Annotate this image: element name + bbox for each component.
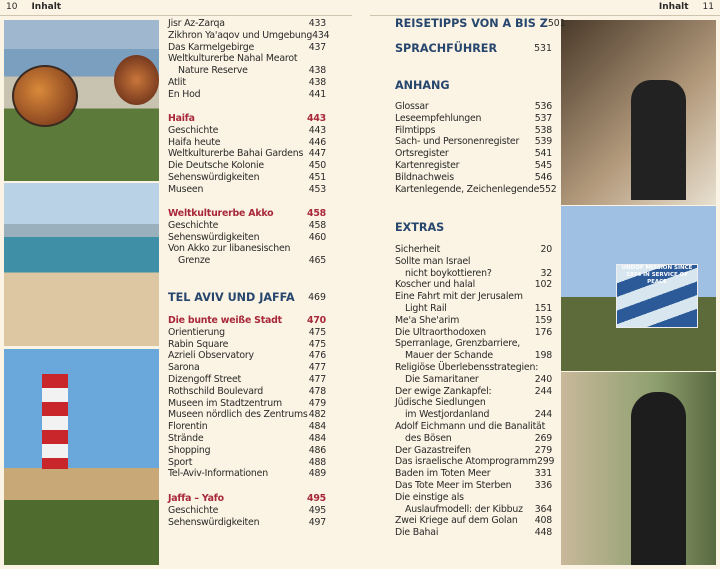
toc-entry-title: Geschichte [168, 124, 219, 136]
toc-entry-title: Der Gazastreifen [395, 444, 471, 456]
toc-entry-page: 475 [308, 338, 326, 350]
toc-entry[interactable] [168, 113, 326, 125]
page-number-right: 11 [702, 2, 714, 12]
toc-entry[interactable] [168, 77, 326, 89]
toc-entry[interactable] [168, 315, 326, 327]
toc-entry-title: Florentin [168, 421, 208, 433]
toc-entry-title: Eine Fahrt mit der Jerusalem [395, 291, 523, 303]
toc-entry[interactable]: TEL AVIV UND JAFFA 469 [168, 291, 326, 304]
toc-entry[interactable] [168, 89, 326, 101]
person [631, 392, 686, 565]
toc-entry[interactable] [168, 362, 326, 374]
running-title-right: Inhalt [658, 2, 689, 12]
toc-entry-title: Das Karmelgebirge [168, 41, 255, 53]
running-title-left: Inhalt [31, 2, 62, 12]
toc-entry-title: Die Deutsche Kolonie [168, 160, 264, 172]
toc-entry-title: Koscher und halal [395, 279, 476, 291]
toc-entry[interactable] [168, 125, 326, 137]
toc-entry[interactable] [395, 362, 552, 374]
toc-entry-page: 198 [534, 350, 552, 362]
toc-entry[interactable] [168, 220, 326, 232]
toc-entry[interactable] [395, 445, 552, 457]
toc-entry-page: 437 [308, 41, 326, 53]
toc-entry[interactable] [168, 374, 326, 386]
toc-entry[interactable] [395, 136, 552, 148]
toc-entry[interactable] [395, 183, 557, 196]
toc-entry[interactable] [168, 42, 326, 54]
toc-entry-title: Sehenswürdigkeiten [168, 171, 260, 183]
toc-entry-title: Rothschild Boulevard [168, 385, 263, 397]
toc-entry[interactable] [395, 397, 552, 409]
photo-orthodox-man [561, 372, 716, 565]
toc-entry-page: 470 [307, 315, 326, 326]
photo-violin-maker [561, 20, 716, 205]
toc-entry-page: 443 [308, 124, 326, 136]
toc-entry-page: 279 [534, 444, 552, 456]
toc-entry-page: 484 [308, 432, 326, 444]
toc-entry-title: Grenze [178, 255, 211, 267]
toc-entry-title: Weltkulturerbe Nahal Mearot [168, 53, 298, 65]
toc-entry[interactable] [168, 53, 326, 65]
toc-entry-page: 102 [534, 279, 552, 291]
toc-entry-page: 479 [308, 397, 326, 409]
toc-entry[interactable] [395, 456, 555, 468]
toc-entry-title: Weltkulturerbe Bahai Gardens [168, 148, 304, 160]
toc-entry-title: Geschichte [168, 219, 219, 231]
toc-entry-page: 438 [308, 76, 326, 88]
toc-entry-title: Das Tote Meer im Sterben [395, 479, 512, 491]
toc-entry-title: Die Samaritaner [405, 373, 479, 385]
toc-entry-title: Atlit [168, 76, 186, 88]
toc-entry-page: 443 [307, 113, 326, 124]
toc-entry-page: 541 [534, 148, 552, 160]
toc-entry-page: 446 [308, 136, 326, 148]
toc-entry[interactable] [395, 303, 552, 315]
toc-entry-title: Sehenswürdigkeiten [168, 231, 260, 243]
toc-entry[interactable] [395, 315, 552, 327]
toc-entry[interactable] [395, 492, 552, 504]
toc-entry-page: 539 [534, 136, 552, 148]
toc-entry-page: 450 [308, 160, 326, 172]
toc-entry[interactable] [395, 268, 552, 280]
toc-entry-title: Auslaufmodell: der Kibbuz [405, 503, 523, 515]
toc-entry-title: En Hod [168, 88, 201, 100]
toc-entry-page: 20 [540, 244, 552, 255]
toc-entry[interactable] [168, 433, 326, 445]
toc-entry-page: 299 [536, 456, 555, 468]
toc-entry-title: Sehenswürdigkeiten [168, 516, 260, 528]
toc-section-anhang [395, 101, 557, 195]
toc-section-extras [395, 244, 555, 539]
toc-entry-page: 447 [308, 148, 326, 160]
toc-entry[interactable] [395, 350, 552, 362]
toc-entry[interactable] [168, 493, 326, 505]
toc-entry-page: 433 [308, 18, 326, 29]
toc-entry-page: 460 [308, 231, 326, 243]
toc-entry[interactable] [395, 515, 552, 527]
toc-entry-title: Light Rail [405, 302, 447, 314]
toc-entry-page: 32 [540, 267, 552, 279]
toc-entry-page: 489 [308, 468, 326, 480]
toc-entry[interactable] [168, 29, 330, 42]
toc-entry[interactable] [395, 125, 552, 137]
toc-entry-page: 545 [534, 159, 552, 171]
toc-entry[interactable] [395, 256, 552, 268]
toc-entry[interactable] [395, 160, 552, 172]
toc-entry-page: 478 [308, 385, 326, 397]
toc-entry-title: Sperranlage, Grenzbarriere, [395, 338, 521, 350]
toc-entry-title: Der ewige Zankapfel: [395, 385, 492, 397]
toc-entry-title: Leseempfehlungen [395, 112, 482, 124]
toc-entry-title: im Westjordanland [405, 409, 490, 421]
toc-entry-page: 448 [534, 527, 552, 539]
toc-entry-page: 441 [308, 88, 326, 100]
toc-entry-title: Ortsregister [395, 148, 449, 160]
header-rule-right [370, 15, 720, 16]
toc-entry-page: 537 [534, 112, 552, 124]
toc-entry[interactable] [395, 101, 552, 113]
toc-section-tel-aviv [168, 315, 326, 480]
toc-section-jaffa [168, 493, 326, 528]
toc-entry-title: Azrieli Observatory [168, 350, 254, 362]
toc-entry[interactable] [168, 505, 326, 517]
toc-entry-page: 451 [308, 171, 326, 183]
toc-entry[interactable] [168, 184, 326, 196]
toc-chapter-sprachfuehrer[interactable] [395, 42, 552, 56]
toc-entry-page: 495 [308, 504, 326, 516]
toc-entry[interactable] [395, 279, 552, 291]
toc-entry-title: Museen im Stadtzentrum [168, 397, 282, 409]
toc-entry-page: 151 [534, 302, 552, 314]
undof-sign: UNDOF MISSION SINCE 1974 IN SERVICE OF PEACE [616, 264, 698, 328]
photo-haifa-cable-car [4, 20, 159, 181]
toc-entry-title: Die Ultraorthodoxen [395, 326, 486, 338]
toc-entry[interactable] [395, 291, 552, 303]
toc-entry[interactable] [395, 504, 552, 516]
person [631, 80, 686, 200]
toc-entry[interactable] [168, 172, 326, 184]
toc-section-akko [168, 208, 326, 267]
toc-entry-page: 176 [534, 326, 552, 338]
toc-entry-title: Weltkulturerbe Akko [168, 208, 274, 219]
toc-entry-title: nicht boykottieren? [405, 267, 492, 279]
toc-heading-anhang: ANHANG [395, 79, 450, 92]
toc-entry[interactable] [168, 208, 326, 220]
toc-entry[interactable] [395, 148, 552, 160]
toc-entry-title: Filmtipps [395, 124, 436, 136]
toc-entry-title: Rabin Square [168, 338, 229, 350]
toc-entry-page: 269 [534, 432, 552, 444]
toc-entry[interactable]: REISETIPPS VON A BIS Z 501 [395, 17, 566, 30]
toc-entry-page: 453 [308, 183, 326, 195]
page-number-left: 10 [6, 2, 18, 12]
toc-entry-title: Die Bahai [395, 527, 439, 539]
toc-entry-page: 244 [534, 409, 552, 421]
toc-entry[interactable] [168, 398, 326, 410]
toc-entry-page: 159 [534, 314, 552, 326]
toc-entry[interactable] [168, 350, 326, 362]
toc-entry-title: Baden im Toten Meer [395, 468, 491, 480]
toc-entry-title: Jüdische Siedlungen [395, 397, 486, 409]
toc-entry[interactable] [168, 243, 326, 255]
toc-entry-title: Jaffa – Yafo [168, 493, 224, 504]
toc-entry-page: 364 [534, 503, 552, 515]
toc-entry-title: Museen [168, 183, 204, 195]
toc-entry-title: des Bösen [405, 432, 452, 444]
toc-entry[interactable] [395, 421, 552, 433]
toc-entry[interactable] [168, 327, 326, 339]
toc-entry-title: Kartenlegende, Zeichenlegende [395, 183, 540, 195]
toc-entry-page: 484 [308, 421, 326, 433]
toc-entry-title: Jisr Az-Zarqa [168, 18, 225, 29]
toc-entry[interactable] [168, 517, 326, 529]
toc-entry-page: 475 [308, 326, 326, 338]
toc-entry[interactable] [168, 137, 326, 149]
toc-entry-page: 458 [308, 219, 326, 231]
toc-chapter-reisetipps[interactable] [395, 17, 566, 31]
toc-entry-title: Glossar [395, 101, 429, 112]
toc-entry-title: Die bunte weiße Stadt [168, 315, 282, 326]
toc-entry-page: 438 [308, 65, 326, 77]
toc-entry[interactable] [168, 457, 326, 469]
toc-entry-title: Sarona [168, 362, 200, 374]
toc-entry-title: Von Akko zur libanesischen [168, 243, 291, 255]
toc-entry[interactable] [168, 421, 326, 433]
toc-entry-title: Bildnachweis [395, 171, 454, 183]
toc-entry[interactable] [395, 374, 552, 386]
toc-entry[interactable] [395, 244, 552, 256]
toc-entry[interactable] [168, 160, 326, 172]
toc-entry-page: 458 [307, 208, 326, 219]
toc-entry-title: Das israelische Atomprogramm [395, 456, 537, 468]
toc-entry-title: Adolf Eichmann und die Banalität [395, 420, 546, 432]
toc-entry[interactable] [168, 65, 326, 77]
toc-entry-title: Zwei Kriege auf dem Golan [395, 515, 518, 527]
photo-jaffa-lighthouse [4, 349, 159, 565]
toc-entry-title: Sport [168, 456, 193, 468]
header-rule-left [0, 15, 352, 16]
toc-entry-title: Kartenregister [395, 159, 460, 171]
toc-entry[interactable] [168, 445, 326, 457]
toc-entry[interactable] [395, 338, 552, 350]
toc-entry-title: Strände [168, 432, 204, 444]
toc-entry-title: Geschichte [168, 504, 219, 516]
toc-entry-title: Religiöse Überlebensstrategien: [395, 361, 539, 373]
toc-entry-title: Zikhron Ya'aqov und Umgebung [168, 29, 313, 41]
toc-entry-title: Tel-Aviv-Informationen [168, 468, 268, 480]
toc-entry-page: 482 [308, 409, 326, 421]
toc-entry[interactable] [395, 480, 552, 492]
cable-car-cabin [114, 55, 159, 105]
toc-section-north [168, 18, 330, 101]
toc-entry-page: 476 [308, 350, 326, 362]
toc-entry[interactable] [168, 468, 326, 480]
toc-entry-page: 434 [312, 29, 330, 41]
toc-entry-title: Orientierung [168, 326, 225, 338]
toc-entry[interactable] [168, 232, 326, 244]
right-page-header [659, 0, 714, 15]
toc-entry[interactable] [395, 433, 552, 445]
photo-tel-aviv-beach [4, 183, 159, 346]
toc-entry-page: 336 [534, 479, 552, 491]
toc-entry-page: 546 [534, 171, 552, 183]
toc-entry[interactable] [168, 148, 326, 160]
toc-entry-title: Nature Reserve [178, 65, 248, 77]
toc-entry-page: 486 [308, 444, 326, 456]
toc-entry-page: 536 [534, 101, 552, 112]
toc-entry[interactable] [168, 255, 326, 267]
toc-entry-page: 465 [308, 255, 326, 267]
toc-entry[interactable] [168, 339, 326, 351]
toc-entry-title: Sicherheit [395, 244, 441, 255]
toc-entry[interactable] [168, 409, 326, 421]
toc-entry-title: Me'a She'arim [395, 314, 460, 326]
toc-entry-title: Mauer der Schande [405, 350, 493, 362]
toc-entry-page: 495 [307, 493, 326, 504]
toc-entry[interactable] [168, 18, 326, 30]
photo-undof-sign [561, 206, 716, 371]
toc-entry-title: Museen nördlich des Zentrums [168, 409, 308, 421]
toc-entry-page: 408 [534, 515, 552, 527]
cable-car-cabin [12, 65, 78, 127]
toc-entry-page: 331 [534, 468, 552, 480]
toc-entry[interactable] [395, 468, 552, 480]
toc-entry[interactable] [395, 409, 552, 421]
toc-entry[interactable] [395, 113, 552, 125]
toc-entry[interactable] [395, 527, 552, 539]
lighthouse [42, 374, 68, 469]
toc-entry-title: Haifa [168, 113, 195, 124]
toc-entry-title: Dizengoff Street [168, 373, 242, 385]
toc-heading-extras: EXTRAS [395, 221, 445, 234]
toc-entry-page: 244 [534, 385, 552, 397]
toc-entry[interactable] [168, 386, 326, 398]
toc-entry[interactable]: SPRACHFÜHRER 531 [395, 42, 552, 55]
toc-entry[interactable] [395, 386, 552, 398]
toc-section-haifa [168, 113, 326, 196]
toc-entry-page: 477 [308, 373, 326, 385]
left-page-header [6, 0, 61, 15]
toc-entry-page: 240 [534, 373, 552, 385]
toc-entry-page: 552 [539, 183, 557, 195]
toc-entry-page: 477 [308, 362, 326, 374]
toc-entry-page: 488 [308, 456, 326, 468]
toc-entry-page: 538 [534, 124, 552, 136]
toc-entry[interactable] [395, 327, 552, 339]
toc-chapter-tel-aviv[interactable] [168, 291, 326, 305]
toc-entry-title: Shopping [168, 444, 211, 456]
toc-entry-title: Haifa heute [168, 136, 221, 148]
toc-entry-title: Sach- und Personenregister [395, 136, 520, 148]
toc-entry-title: Die einstige als [395, 491, 464, 503]
toc-entry[interactable] [395, 172, 552, 184]
toc-entry-page: 497 [308, 516, 326, 528]
toc-entry-title: Sollte man Israel [395, 255, 471, 267]
